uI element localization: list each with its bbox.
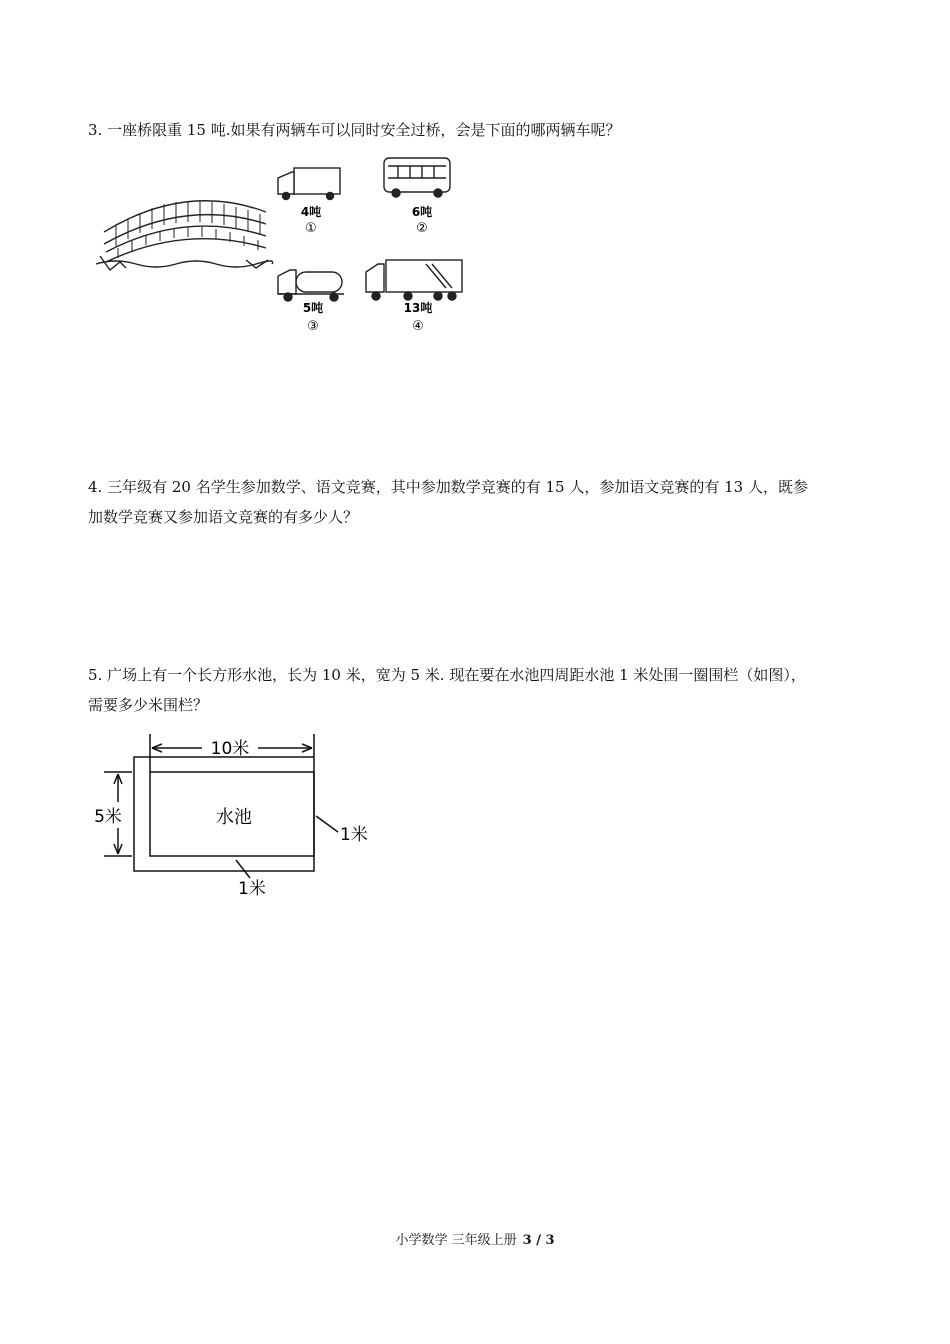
vehicle-4-weight: 13吨 xyxy=(403,301,433,315)
question-3: 3. 一座桥限重 15 吨.如果有两辆车可以同时安全过桥，会是下面的哪两辆车呢？ xyxy=(88,121,621,139)
pool-fence-diagram xyxy=(90,728,390,903)
page-footer xyxy=(0,1229,950,1248)
vehicle-1-weight: 4吨 xyxy=(300,205,322,219)
vehicle-2-weight: 6吨 xyxy=(411,205,433,219)
tanker-5t-icon xyxy=(278,270,344,301)
vehicle-3-num: ③ xyxy=(307,319,319,334)
question-4-line-2: 加数学竞赛又参加语文竞赛的有多少人？ xyxy=(88,508,359,526)
bridge-vehicles-figure xyxy=(96,152,476,348)
vehicle-4-num: ④ xyxy=(412,319,424,334)
question-5-line-2: 需要多少米围栏？ xyxy=(88,696,209,714)
vehicle-3-weight: 5吨 xyxy=(302,301,324,315)
truck-4t-icon xyxy=(278,168,340,200)
question-5-line-1: 5. 广场上有一个长方形水池，长为 10 米，宽为 5 米. 现在要在水池四周距水池 1 米处围一圈围栏（如图）， xyxy=(88,666,806,684)
pool-length-label: 10米 xyxy=(210,739,250,759)
pool-width-label: 5米 xyxy=(94,807,122,827)
vehicle-1-num: ① xyxy=(305,221,317,236)
page-number: 3 / 3 xyxy=(522,1233,555,1248)
pool-name-label: 水池 xyxy=(216,807,252,828)
bridge-icon xyxy=(96,201,273,270)
footer-text: 小学数学 三年级上册 xyxy=(395,1233,517,1248)
bus-6t-icon xyxy=(384,158,450,197)
question-4 xyxy=(88,472,878,532)
vehicle-2-num: ② xyxy=(416,221,428,236)
gap-bottom-label: 1米 xyxy=(238,879,266,899)
question-5 xyxy=(88,660,878,720)
question-4-line-1: 4. 三年级有 20 名学生参加数学、语文竞赛，其中参加数学竞赛的有 15 人，参加语文竞赛的有 13 人，既参 xyxy=(88,478,808,496)
gap-right-label: 1米 xyxy=(340,825,368,845)
semi-truck-13t-icon xyxy=(366,260,462,300)
